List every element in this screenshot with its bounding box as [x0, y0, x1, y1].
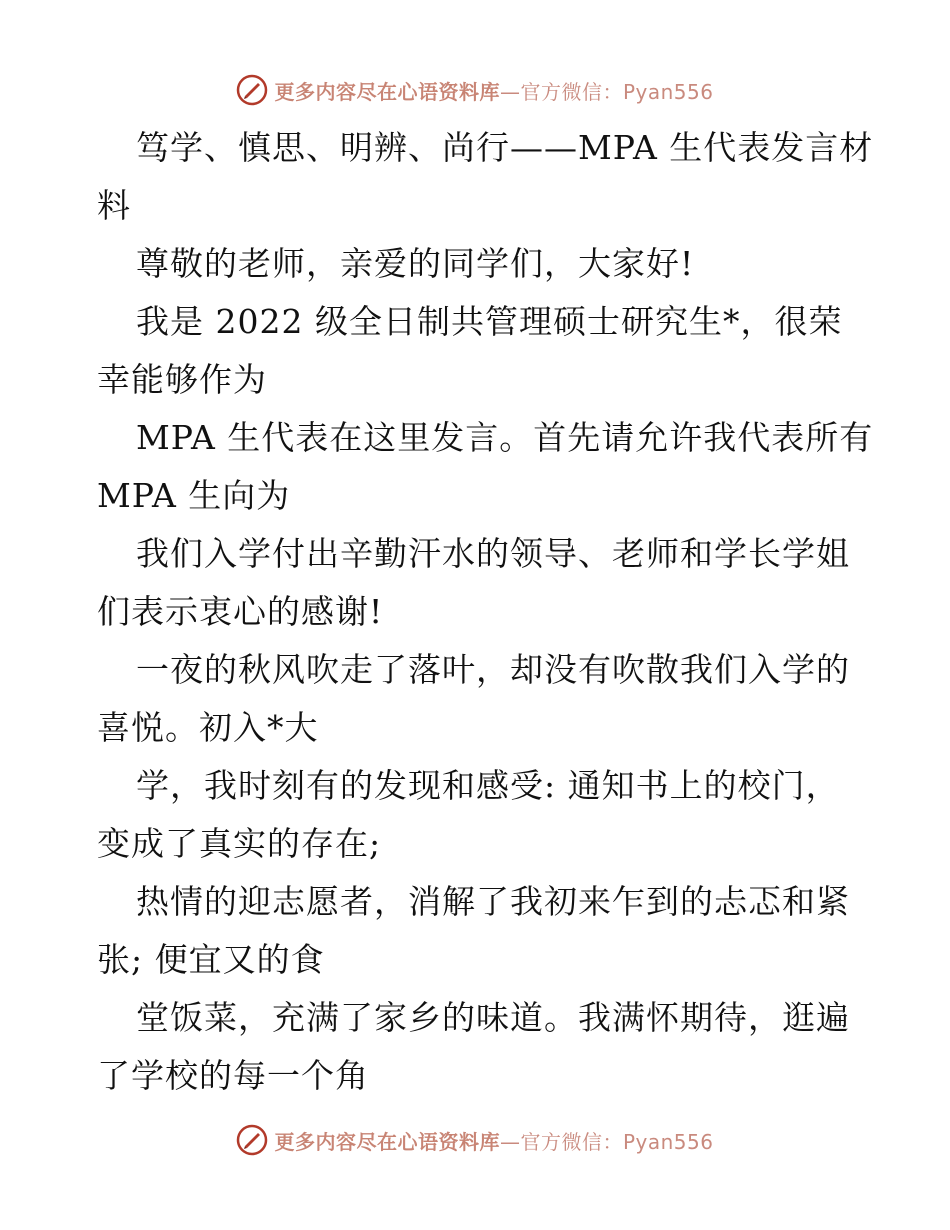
banner-main-text: 更多内容尽在心语资料库 — [274, 79, 500, 104]
paragraph-8-line-2: 张; 便宜又的食 — [97, 940, 325, 979]
paragraph-8-line-1: 热情的迎志愿者，消解了我初来乍到的忐忑和紧 — [136, 882, 850, 921]
banner-text — [274, 76, 713, 105]
paragraph-4-line-2: MPA 生向为 — [97, 476, 291, 515]
banner-sub-text: 官方微信：Pyan556 — [520, 79, 714, 104]
paragraph-3-line-1: 我是 2022 级全日制共管理硕士研究生*，很荣 — [136, 302, 843, 341]
paragraph-5-line-1: 我们入学付出辛勤汗水的领导、老师和学长学姐 — [136, 534, 850, 573]
paragraph-7-line-2: 变成了真实的存在; — [97, 824, 382, 863]
paragraph-4-line-1: MPA 生代表在这里发言。首先请允许我代表所有 — [136, 418, 874, 457]
quill-logo-icon — [236, 74, 268, 106]
paragraph-6-line-1: 一夜的秋风吹走了落叶，却没有吹散我们入学的 — [136, 650, 850, 689]
banner-dash: — — [499, 79, 521, 104]
quill-logo-icon — [236, 1124, 268, 1156]
paragraph-1-line-1: 笃学、慎思、明辨、尚行——MPA 生代表发言材 — [136, 128, 874, 167]
paragraph-7-line-1: 学，我时刻有的发现和感受: 通知书上的校门， — [136, 766, 840, 805]
paragraph-9-line-1: 堂饭菜，充满了家乡的味道。我满怀期待，逛遍 — [136, 998, 850, 1037]
paragraph-1-line-2: 料 — [97, 186, 131, 225]
footer-banner — [0, 1120, 950, 1160]
paragraph-9-line-2: 了学校的每一个角 — [97, 1056, 369, 1095]
paragraph-5-line-2: 们表示衷心的感谢! — [97, 592, 384, 631]
banner-text — [274, 1126, 713, 1155]
paragraph-6-line-2: 喜悦。初入*大 — [97, 708, 319, 747]
banner-main-text: 更多内容尽在心语资料库 — [274, 1129, 500, 1154]
header-banner — [0, 70, 950, 110]
paragraph-2-line-1: 尊敬的老师，亲爱的同学们，大家好! — [136, 244, 695, 283]
banner-sub-text: 官方微信：Pyan556 — [520, 1129, 714, 1154]
banner-dash: — — [499, 1129, 521, 1154]
paragraph-3-line-2: 幸能够作为 — [97, 360, 267, 399]
